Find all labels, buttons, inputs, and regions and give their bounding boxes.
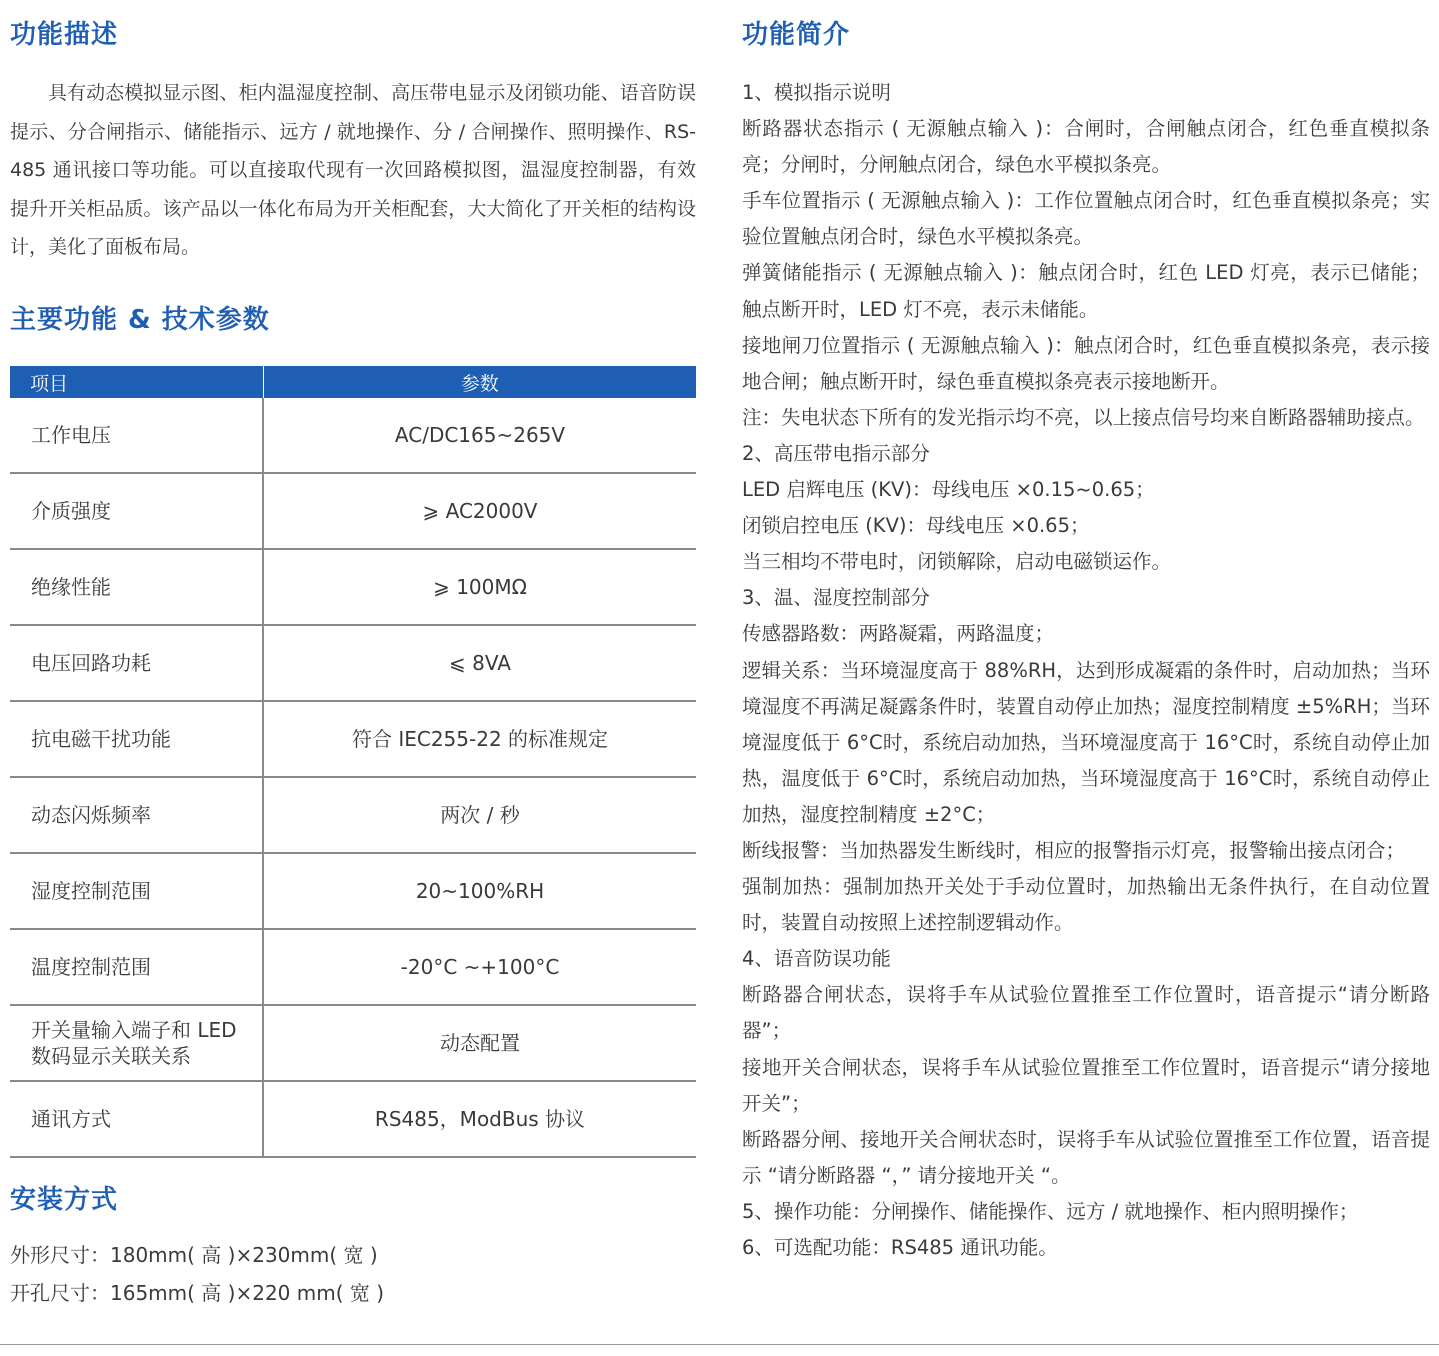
- intro-paragraph: 断路器分闸、接地开关合闸状态时，误将手车从试验位置推至工作位置，语音提示 “请分断路器 “，” 请分接地开关 “。: [742, 1127, 1430, 1187]
- intro-paragraph: 5、操作功能：分闸操作、储能操作、远方 / 就地操作、柜内照明操作；: [742, 1199, 1359, 1223]
- table-row: [10, 777, 696, 853]
- intro-paragraph: 接地闸刀位置指示 ( 无源触点输入 )：触点闭合时，红色垂直模拟条亮，表示接地合闸；触点断开时，绿色垂直模拟条亮表示接地断开。: [742, 333, 1430, 393]
- spec-value: 动态配置: [263, 1005, 696, 1081]
- intro-paragraph: 1、模拟指示说明: [742, 81, 891, 104]
- intro-paragraph: 2、高压带电指示部分: [742, 441, 930, 465]
- spec-value: 两次 / 秒: [263, 777, 696, 853]
- intro-paragraph: 强制加热：强制加热开关处于手动位置时，加热输出无条件执行，在自动位置时，装置自动按照上述控制逻辑动作。: [742, 875, 1430, 935]
- intro-paragraph: 断路器状态指示 ( 无源触点输入 )：合闸时，合闸触点闭合，红色垂直模拟条亮；分闸时，分闸触点闭合，绿色水平模拟条亮。: [742, 117, 1430, 177]
- intro-body: [742, 75, 1430, 1266]
- intro-paragraph: 断线报警：当加热器发生断线时，相应的报警指示灯亮，报警输出接点闭合；: [742, 838, 1406, 862]
- table-row: [10, 473, 696, 549]
- table-row: [10, 1081, 696, 1157]
- intro-paragraph: 4、语音防误功能: [742, 947, 891, 971]
- table-row: [10, 398, 696, 473]
- spec-item: 湿度控制范围: [10, 853, 263, 929]
- intro-paragraph: 断路器合闸状态，误将手车从试验位置推至工作位置时，语音提示“请分断路器”；: [742, 983, 1430, 1043]
- mounting-heading: 安装方式: [10, 1185, 119, 1215]
- spec-value: ⩾ AC2000V: [263, 473, 696, 549]
- spec-value: 符合 IEC255-22 的标准规定: [263, 701, 696, 777]
- table-row: [10, 549, 696, 625]
- intro-paragraph: 逻辑关系：当环境湿度高于 88%RH，达到形成凝霜的条件时，启动加热；当环境湿度不再满足凝露条件时，装置自动停止加热；湿度控制精度 ±5%RH；当环境湿度低于 6°C时，系统启动加热，当环境湿度高于 16°C时，系统自动停止加热，温度低于 6°C时，系统启动加热，当环境湿度高于 16°C时，系统自动停止加热，湿度控制精度 ±2°C；: [742, 658, 1430, 826]
- intro-paragraph: 闭锁启控电压 (KV)：母线电压 ×0.65；: [742, 514, 1090, 538]
- table-row: [10, 625, 696, 701]
- outline-size: 外形尺寸：180mm( 高 )×230mm( 宽 ): [10, 1243, 378, 1267]
- spec-item: 介质强度: [10, 473, 263, 549]
- intro-paragraph: 6、可选配功能：RS485 通讯功能。: [742, 1236, 1058, 1259]
- table-row: [10, 853, 696, 929]
- spec-item: 抗电磁干扰功能: [10, 701, 263, 777]
- intro-paragraph: 传感器路数：两路凝霜，两路温度；: [742, 622, 1055, 646]
- spec-value: 20~100%RH: [263, 853, 696, 929]
- spec-item: 温度控制范围: [10, 929, 263, 1005]
- cutout-size: 开孔尺寸：165mm( 高 )×220 mm( 宽 ): [10, 1281, 385, 1305]
- spec-item: 通讯方式: [10, 1081, 263, 1157]
- intro-paragraph: 注：失电状态下所有的发光指示均不亮，以上接点信号均来自断路器辅助接点。: [742, 405, 1425, 429]
- bottom-divider: [0, 1344, 1439, 1345]
- header-item: 项目: [10, 366, 263, 398]
- spec-value: AC/DC165~265V: [263, 398, 696, 473]
- intro-paragraph: LED 启辉电压 (KV)：母线电压 ×0.15~0.65；: [742, 478, 1155, 502]
- function-desc-heading: 功能描述: [10, 20, 119, 50]
- header-param: 参数: [263, 366, 696, 398]
- table-row: [10, 1005, 696, 1081]
- specs-header-row: [10, 366, 696, 398]
- table-row: [10, 701, 696, 777]
- function-desc-text: 具有动态模拟显示图、柜内温湿度控制、高压带电显示及闭锁功能、语音防误提示、分合闸指示、储能指示、远方 / 就地操作、分 / 合闸操作、照明操作、RS-485 通讯接口等功能。可以直接取代现有一次回路模拟图，温湿度控制器，有效提升开关柜品质。该产品以一体化布局为开关柜配套，大大简化了开关柜的结构设计，美化了面板布局。: [10, 82, 696, 258]
- spec-value: RS485，ModBus 协议: [263, 1081, 696, 1157]
- spec-value: ⩾ 100MΩ: [263, 549, 696, 625]
- spec-item: 动态闪烁频率: [10, 777, 263, 853]
- table-row: [10, 929, 696, 1005]
- specs-table: [10, 366, 696, 1158]
- spec-item: 绝缘性能: [10, 549, 263, 625]
- spec-item: 电压回路功耗: [10, 625, 263, 701]
- intro-paragraph: 当三相均不带电时，闭锁解除，启动电磁锁运作。: [742, 550, 1172, 574]
- intro-paragraph: 弹簧储能指示 ( 无源触点输入 )：触点闭合时，红色 LED 灯亮，表示已储能；触点断开时，LED 灯不亮，表示未储能。: [742, 261, 1430, 321]
- spec-item: 开关量输入端子和 LED 数码显示关联关系: [10, 1005, 263, 1081]
- intro-paragraph: 接地开关合闸状态，误将手车从试验位置推至工作位置时，语音提示“请分接地开关”；: [742, 1055, 1430, 1115]
- intro-paragraph: 手车位置指示 ( 无源触点输入 )：工作位置触点闭合时，红色垂直模拟条亮；实验位置触点闭合时，绿色水平模拟条亮。: [742, 189, 1430, 249]
- spec-value: -20°C ~+100°C: [263, 929, 696, 1005]
- intro-paragraph: 3、温、湿度控制部分: [742, 586, 930, 610]
- spec-item: 工作电压: [10, 398, 263, 473]
- spec-value: ⩽ 8VA: [263, 625, 696, 701]
- specs-heading: 主要功能 & 技术参数: [10, 305, 270, 335]
- intro-heading: 功能简介: [742, 20, 851, 50]
